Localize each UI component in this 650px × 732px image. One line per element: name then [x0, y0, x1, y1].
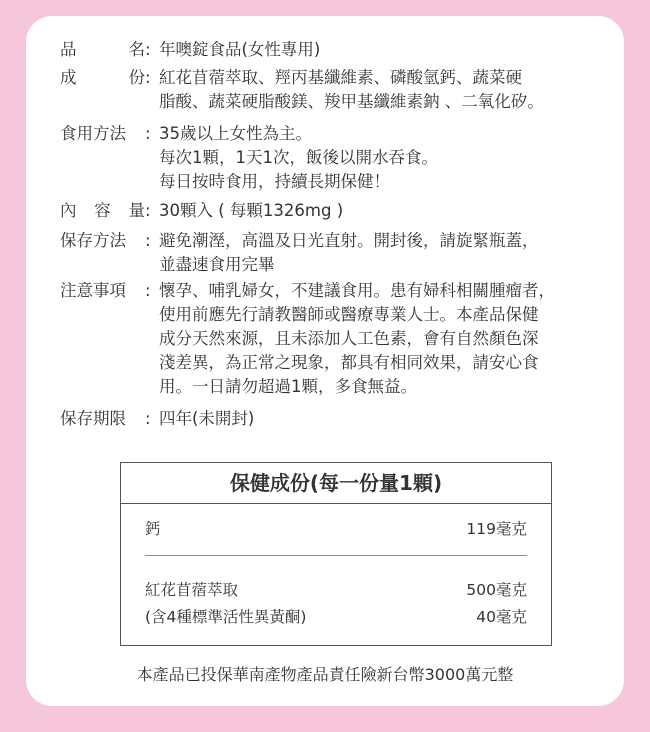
label-card — [26, 16, 624, 706]
usage-row: 食用方法 : 35歲以上女性為主。 每次1顆，1天1次，飯後以開水吞食。 每日按時食用，持續長期保健！ — [60, 122, 620, 194]
name-label: 品 名 — [60, 40, 145, 59]
name-value: 年噢錠食品(女性專用) — [159, 40, 321, 59]
nutrient-name: 紅花苜蓿萃取 — [145, 581, 239, 599]
notes-value: 懷孕、哺乳婦女，不建議食用。患有婦科相關腫瘤者， 使用前應先行請教醫師或醫療專業人士。本產品保健 成分天然來源，且未添加人工色素，會有自然顏色深 淺差異，為正常之現象，都具有相同效果，請安心食 用。一日請勿超過1顆，多食無益。 — [159, 281, 555, 396]
nutrient-amount: 119毫克 — [466, 520, 527, 538]
shelf-life-row: 保存期限 : 四年(未開封) — [60, 407, 620, 431]
name-row: 品 名 : 年噢錠食品(女性專用) — [60, 38, 620, 62]
usage-value: 35歲以上女性為主。 每次1顆，1天1次，飯後以開水吞食。 每日按時食用，持續長期保健！ — [159, 124, 438, 191]
table-row — [145, 606, 527, 628]
nutrient-name: (含4種標準活性異黃酮) — [145, 608, 307, 626]
content-row: 內 容 量 : 30顆入 ( 每顆1326mg ) — [60, 199, 620, 223]
shelf-life-label: 保存期限 — [60, 409, 126, 428]
notes-row: 注意事項 : 懷孕、哺乳婦女，不建議食用。患有婦科相關腫瘤者， 使用前應先行請教醫師或醫療專業人士。本產品保健 成分天然來源，且未添加人工色素，會有自然顏色深 淺差異，為正常之現象，都具有相同效果，請安心食 用。一日請勿超過1顆，多食無益。 — [60, 279, 620, 399]
ingredients-value: 紅花苜蓿萃取、羥丙基纖維素、磷酸氫鈣、蔬菜硬 脂酸、蔬菜硬脂酸鎂、羧甲基纖維素鈉 、二氧化矽。 — [159, 68, 544, 111]
shelf-life-value: 四年(未開封) — [159, 409, 255, 428]
nutrient-name: 鈣 — [145, 520, 161, 538]
product-info — [60, 38, 620, 431]
nutrient-amount: 40毫克 — [476, 608, 527, 626]
notes-label: 注意事項 — [60, 281, 126, 300]
content-label: 內 容 量 — [60, 201, 145, 220]
usage-label: 食用方法 — [60, 124, 126, 143]
storage-label: 保存方法 — [60, 231, 126, 250]
insurance-note: 本產品已投保華南產物產品責任險新台幣3000萬元整 — [136, 665, 514, 684]
table-row — [145, 579, 527, 601]
ingredients-label: 成 份 — [60, 68, 145, 87]
nutrition-title: 保健成份(每一份量1顆) — [121, 463, 551, 504]
storage-row: 保存方法 : 避免潮溼，高溫及日光直射。開封後，請旋緊瓶蓋， 並盡速食用完畢 — [60, 229, 620, 277]
nutrition-table — [120, 462, 552, 646]
content-value: 30顆入 ( 每顆1326mg ) — [159, 201, 344, 220]
nutrient-amount: 500毫克 — [466, 581, 527, 599]
ingredients-row: 成 份 : 紅花苜蓿萃取、羥丙基纖維素、磷酸氫鈣、蔬菜硬 脂酸、蔬菜硬脂酸鎂、羧甲基纖維素鈉 、二氧化矽。 — [60, 66, 620, 114]
table-divider — [145, 555, 527, 556]
table-row — [145, 518, 527, 540]
storage-value: 避免潮溼，高溫及日光直射。開封後，請旋緊瓶蓋， 並盡速食用完畢 — [159, 231, 539, 274]
